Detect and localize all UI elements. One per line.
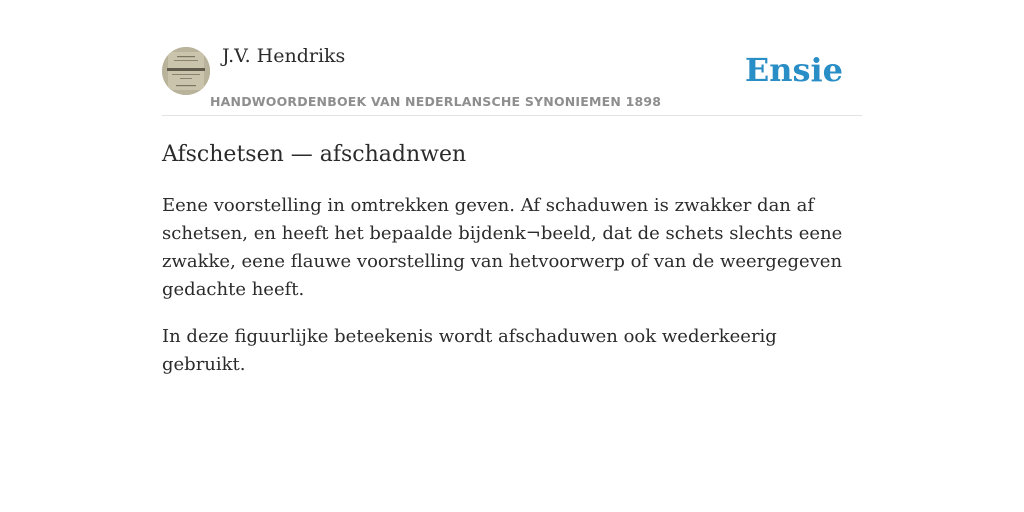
entry-paragraph: In deze figuurlijke beteekenis wordt afschaduwen ook wederkeerig gebruikt.: [162, 326, 777, 375]
source-dictionary[interactable]: HANDWOORDENBOEK VAN NEDERLANSCHE SYNONIEMEN 1898: [210, 94, 662, 109]
book-cover-avatar[interactable]: [162, 47, 210, 95]
author-name[interactable]: J.V. Hendriks: [222, 45, 346, 67]
ensie-logo-link[interactable]: Ensie: [744, 51, 843, 89]
header: [162, 0, 862, 116]
entry-paragraph: Eene voorstelling in omtrekken geven. Af schaduwen is zwakker dan af schetsen, en heeft het bepaalde bijdenk¬beeld, dat de schets slechts eene zwakke, eene flauwe voorstelling van hetvoorwerp of van de weergegeven gedachte heeft.: [162, 195, 843, 300]
entry-body: [162, 192, 862, 398]
book-cover-icon: [162, 47, 210, 95]
entry-title: Afschetsen — afschadnwen: [162, 142, 467, 167]
content-column: [162, 0, 862, 375]
